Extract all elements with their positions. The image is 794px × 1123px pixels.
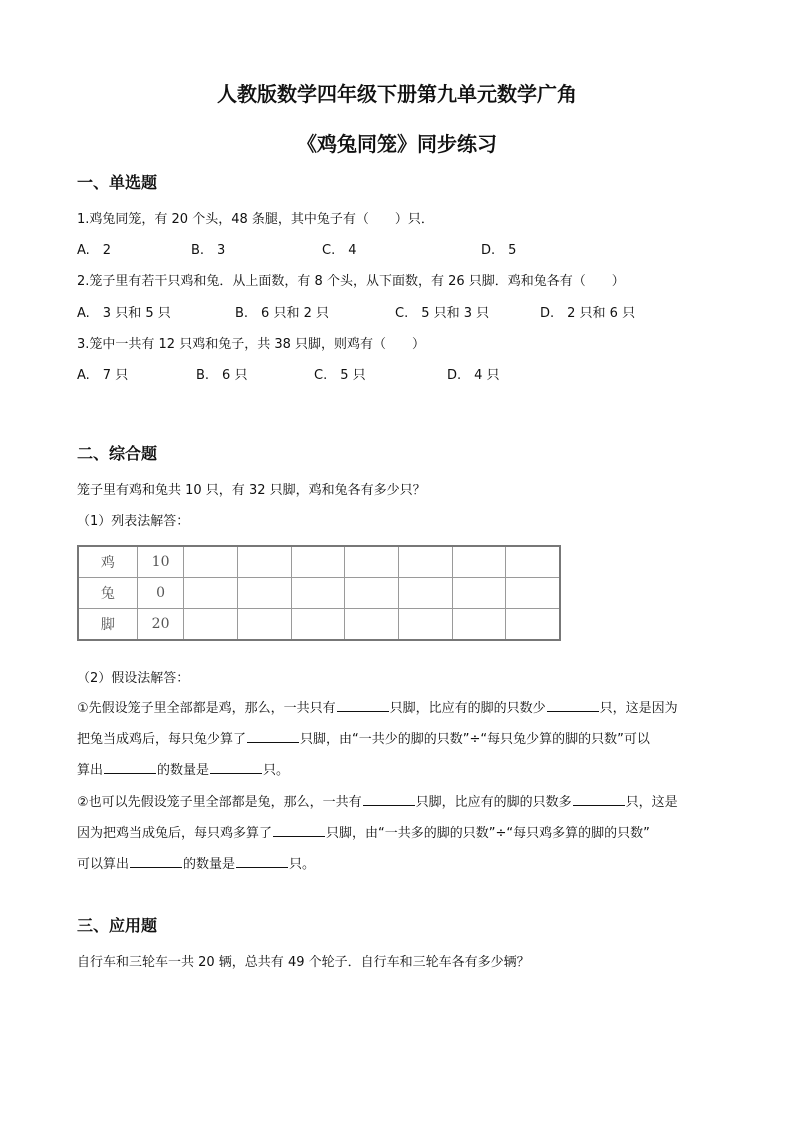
table-cell-empty — [291, 546, 345, 578]
table-cell-empty — [238, 609, 292, 641]
assume-chicken-line-2 — [77, 728, 650, 747]
text-span: 算出 — [77, 763, 104, 778]
answer-blank[interactable] — [210, 760, 262, 774]
table-row-label: 兔 — [78, 578, 137, 609]
table-cell-empty — [506, 609, 560, 641]
table-cell-value: 0 — [137, 578, 184, 609]
table-cell-empty — [184, 578, 238, 609]
table-cell-empty — [238, 578, 292, 609]
assume-rabbit-line-1 — [77, 791, 678, 810]
assume-rabbit-line-2 — [77, 822, 650, 841]
table-cell-empty — [345, 546, 399, 578]
table-cell-empty — [291, 578, 345, 609]
table-cell-empty — [452, 578, 506, 609]
assume-chicken-line-1 — [77, 697, 678, 716]
table-cell-empty — [291, 609, 345, 641]
q1-option-a: A. 2 — [77, 243, 112, 258]
doc-subtitle: 《鸡兔同笼》同步练习 — [297, 132, 497, 156]
table-cell-empty — [184, 609, 238, 641]
part-2-label: （2）假设法解答： — [77, 671, 190, 686]
section-heading-single-choice: 一、单选题 — [77, 173, 158, 192]
assume-chicken-line-3 — [77, 759, 289, 778]
q2-option-d: D. 2 只和 6 只 — [540, 306, 636, 321]
table-row — [78, 578, 560, 609]
text-span: 只。 — [263, 763, 290, 778]
q1-option-d: D. 5 — [481, 243, 517, 258]
answer-blank[interactable] — [247, 729, 299, 743]
text-span: ②也可以先假设笼子里全部都是兔，那么，一共有 — [77, 795, 362, 810]
table-cell-value: 20 — [137, 609, 184, 641]
assume-rabbit-line-3 — [77, 853, 315, 872]
answer-blank[interactable] — [130, 854, 182, 868]
table-cell-empty — [399, 578, 453, 609]
answer-blank[interactable] — [547, 698, 599, 712]
part-1-label: （1）列表法解答： — [77, 514, 190, 529]
answer-blank[interactable] — [104, 760, 156, 774]
section-heading-application: 三、应用题 — [77, 916, 158, 935]
text-span: 只脚，由“一共少的脚的只数”÷“每只兔少算的脚的只数”可以 — [300, 732, 650, 747]
answer-blank[interactable] — [337, 698, 389, 712]
q1-option-c: C. 4 — [322, 243, 357, 258]
table-cell-empty — [184, 546, 238, 578]
text-span: 可以算出 — [77, 857, 130, 872]
table-row — [78, 609, 560, 641]
text-span: 只脚，比应有的脚的只数多 — [415, 795, 572, 810]
answer-blank[interactable] — [363, 792, 415, 806]
table-cell-empty — [399, 609, 453, 641]
text-span: 只。 — [289, 857, 316, 872]
question-3-stem: 3.笼中一共有 12 只鸡和兔子，共 38 只脚，则鸡有（ ） — [77, 337, 426, 352]
table-cell-empty — [345, 609, 399, 641]
q3-option-c: C. 5 只 — [314, 368, 366, 383]
text-span: 只脚，比应有的脚的只数少 — [389, 701, 546, 716]
text-span: 把兔当成鸡后，每只兔少算了 — [77, 732, 247, 747]
table-cell-empty — [452, 609, 506, 641]
table-cell-empty — [399, 546, 453, 578]
question-2-stem: 2.笼子里有若干只鸡和兔．从上面数，有 8 个头，从下面数，有 26 只脚．鸡和兔各有（ ） — [77, 274, 625, 289]
doc-title: 人教版数学四年级下册第九单元数学广角 — [217, 82, 577, 106]
comprehensive-question-stem: 笼子里有鸡和兔共 10 只，有 32 只脚，鸡和兔各有多少只？ — [77, 483, 426, 498]
table-cell-value: 10 — [137, 546, 184, 578]
text-span: 因为把鸡当成兔后，每只鸡多算了 — [77, 826, 273, 841]
table-cell-empty — [452, 546, 506, 578]
text-span: ①先假设笼子里全部都是鸡，那么，一共只有 — [77, 701, 336, 716]
question-1-stem: 1.鸡兔同笼，有 20 个头，48 条腿，其中兔子有（ ）只． — [77, 212, 434, 227]
answer-blank[interactable] — [573, 792, 625, 806]
table-cell-empty — [506, 546, 560, 578]
text-span: 的数量是 — [157, 763, 210, 778]
text-span: 只脚，由“一共多的脚的只数”÷“每只鸡多算的脚的只数” — [326, 826, 650, 841]
table-cell-empty — [238, 546, 292, 578]
answer-blank[interactable] — [273, 823, 325, 837]
q3-option-a: A. 7 只 — [77, 368, 129, 383]
text-span: 的数量是 — [183, 857, 236, 872]
table-cell-empty — [345, 578, 399, 609]
application-question-stem: 自行车和三轮车一共 20 辆，总共有 49 个轮子．自行车和三轮车各有多少辆？ — [77, 955, 530, 970]
table-row — [78, 546, 560, 578]
text-span: 只，这是因为 — [599, 701, 678, 716]
text-span: 只，这是 — [625, 795, 678, 810]
table-row-label: 脚 — [78, 609, 137, 641]
enumeration-table — [77, 545, 561, 641]
q2-option-b: B. 6 只和 2 只 — [235, 306, 329, 321]
answer-blank[interactable] — [236, 854, 288, 868]
q3-option-b: B. 6 只 — [196, 368, 248, 383]
table-row-label: 鸡 — [78, 546, 137, 578]
q2-option-a: A. 3 只和 5 只 — [77, 306, 171, 321]
table-cell-empty — [506, 578, 560, 609]
q2-option-c: C. 5 只和 3 只 — [395, 306, 490, 321]
q3-option-d: D. 4 只 — [447, 368, 500, 383]
section-heading-comprehensive: 二、综合题 — [77, 444, 158, 463]
q1-option-b: B. 3 — [191, 243, 226, 258]
